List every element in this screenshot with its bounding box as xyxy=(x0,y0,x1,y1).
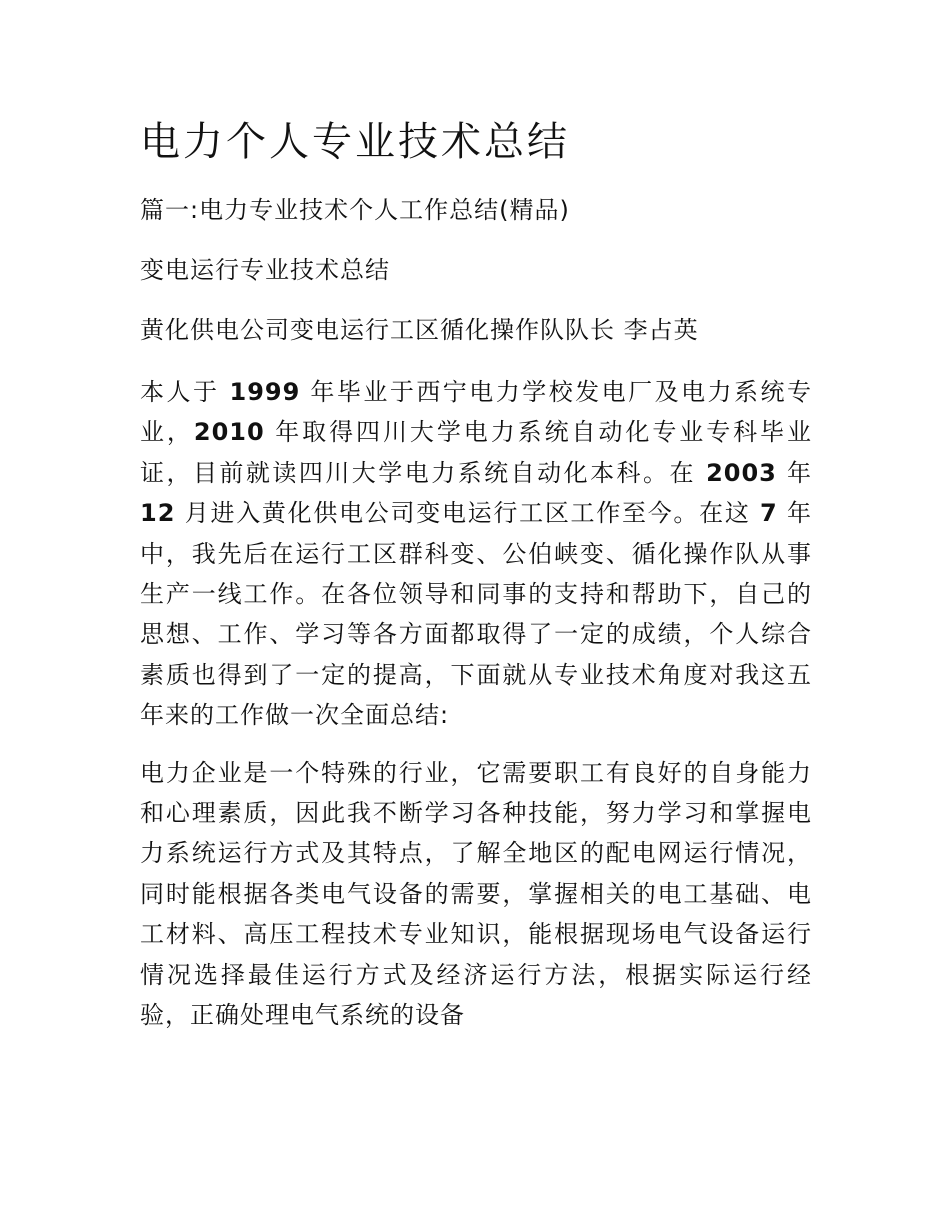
author-line: 黄化供电公司变电运行工区循化操作队队长 李占英 xyxy=(140,316,699,344)
year-number: 1999 xyxy=(229,378,301,406)
body-paragraph-1 xyxy=(140,372,812,736)
paragraph-text: 月进入黄化供电公司变电运行工区工作至今。在这 xyxy=(175,499,760,528)
paragraph-text: 年毕业于西宁电力学校发电厂及电力系统专业， xyxy=(140,378,812,447)
paragraph-text: 年中，我先后在运行工区群科变、公伯峡变、循化操作队从事生产一线工作。在各位领导和同事的支持和帮助下，自己的思想、工作、学习等各方面都取得了一定的成绩，个人综合素质也得到了一定的提高，下面就从专业技术角度对我这五年来的工作做一次全面总结: xyxy=(140,499,812,730)
month-number: 12 xyxy=(140,499,176,528)
paragraph-text: 本人于 xyxy=(140,378,230,406)
year-number: 2003 xyxy=(706,458,777,487)
year-number: 2010 xyxy=(193,418,265,447)
article-heading: 篇一:电力专业技术个人工作总结(精品) xyxy=(140,196,570,224)
paragraph-text: 年取得四川大学电力系统自动化专业专科毕业证，目前就读四川大学电力系统自动化本科。在 xyxy=(140,418,812,487)
body-paragraph-2: 电力企业是一个特殊的行业，它需要职工有良好的自身能力和心理素质，因此我不断学习各种技能，努力学习和掌握电力系统运行方式及其特点，了解全地区的配电网运行情况，同时能根据各类电气设备的需要，掌握相关的电工基础、电工材料、高压工程技术专业知识，能根据现场电气设备运行情况选择最佳运行方式及经济运行方法，根据实际运行经验，正确处理电气系统的设备 xyxy=(140,758,812,1030)
paragraph-text: 年 xyxy=(776,458,812,487)
document-title: 电力个人专业技术总结 xyxy=(140,119,570,165)
section-heading: 变电运行专业技术总结 xyxy=(140,256,390,284)
years-count-number: 7 xyxy=(759,499,778,528)
document-page xyxy=(140,118,812,1053)
